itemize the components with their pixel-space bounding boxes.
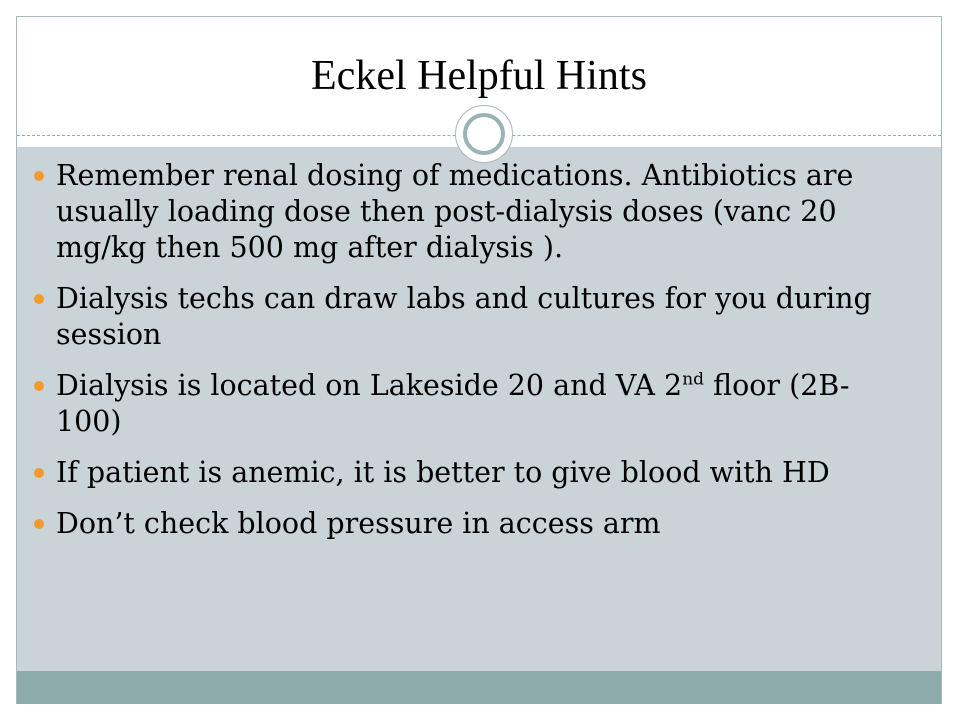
bullet-item [34, 506, 894, 542]
bullet-item [34, 158, 894, 266]
slide-title: Eckel Helpful Hints [311, 53, 647, 99]
bullet-dot-icon [34, 519, 44, 529]
footer-bar [17, 671, 941, 704]
bullet-dot-icon [34, 294, 44, 304]
bullet-list [34, 158, 894, 557]
bullet-text: Remember renal dosing of medications. Antibiotics are usually loading dose then post-dialysis doses (vanc 20 mg/kg then 500 mg after dialysis ). [56, 159, 854, 264]
bullet-text: If patient is anemic, it is better to give blood with HD [56, 456, 830, 489]
ring-ornament-icon [455, 105, 513, 163]
bullet-item [34, 455, 894, 491]
bullet-text: Dialysis techs can draw labs and cultures for you during session [56, 282, 872, 351]
bullet-text-post: floor (2B-100) [56, 369, 850, 438]
bullet-dot-icon [34, 468, 44, 478]
bullet-dot-icon [34, 171, 44, 181]
bullet-dot-icon [34, 381, 44, 391]
bullet-text-pre: Dialysis is located on Lakeside 20 and VA 2 [56, 369, 683, 402]
bullet-text: Don’t check blood pressure in access arm [56, 507, 661, 540]
bullet-item [34, 368, 894, 440]
ring-inner [463, 113, 505, 155]
bullet-text-superscript: nd [682, 369, 705, 390]
bullet-item [34, 281, 894, 353]
